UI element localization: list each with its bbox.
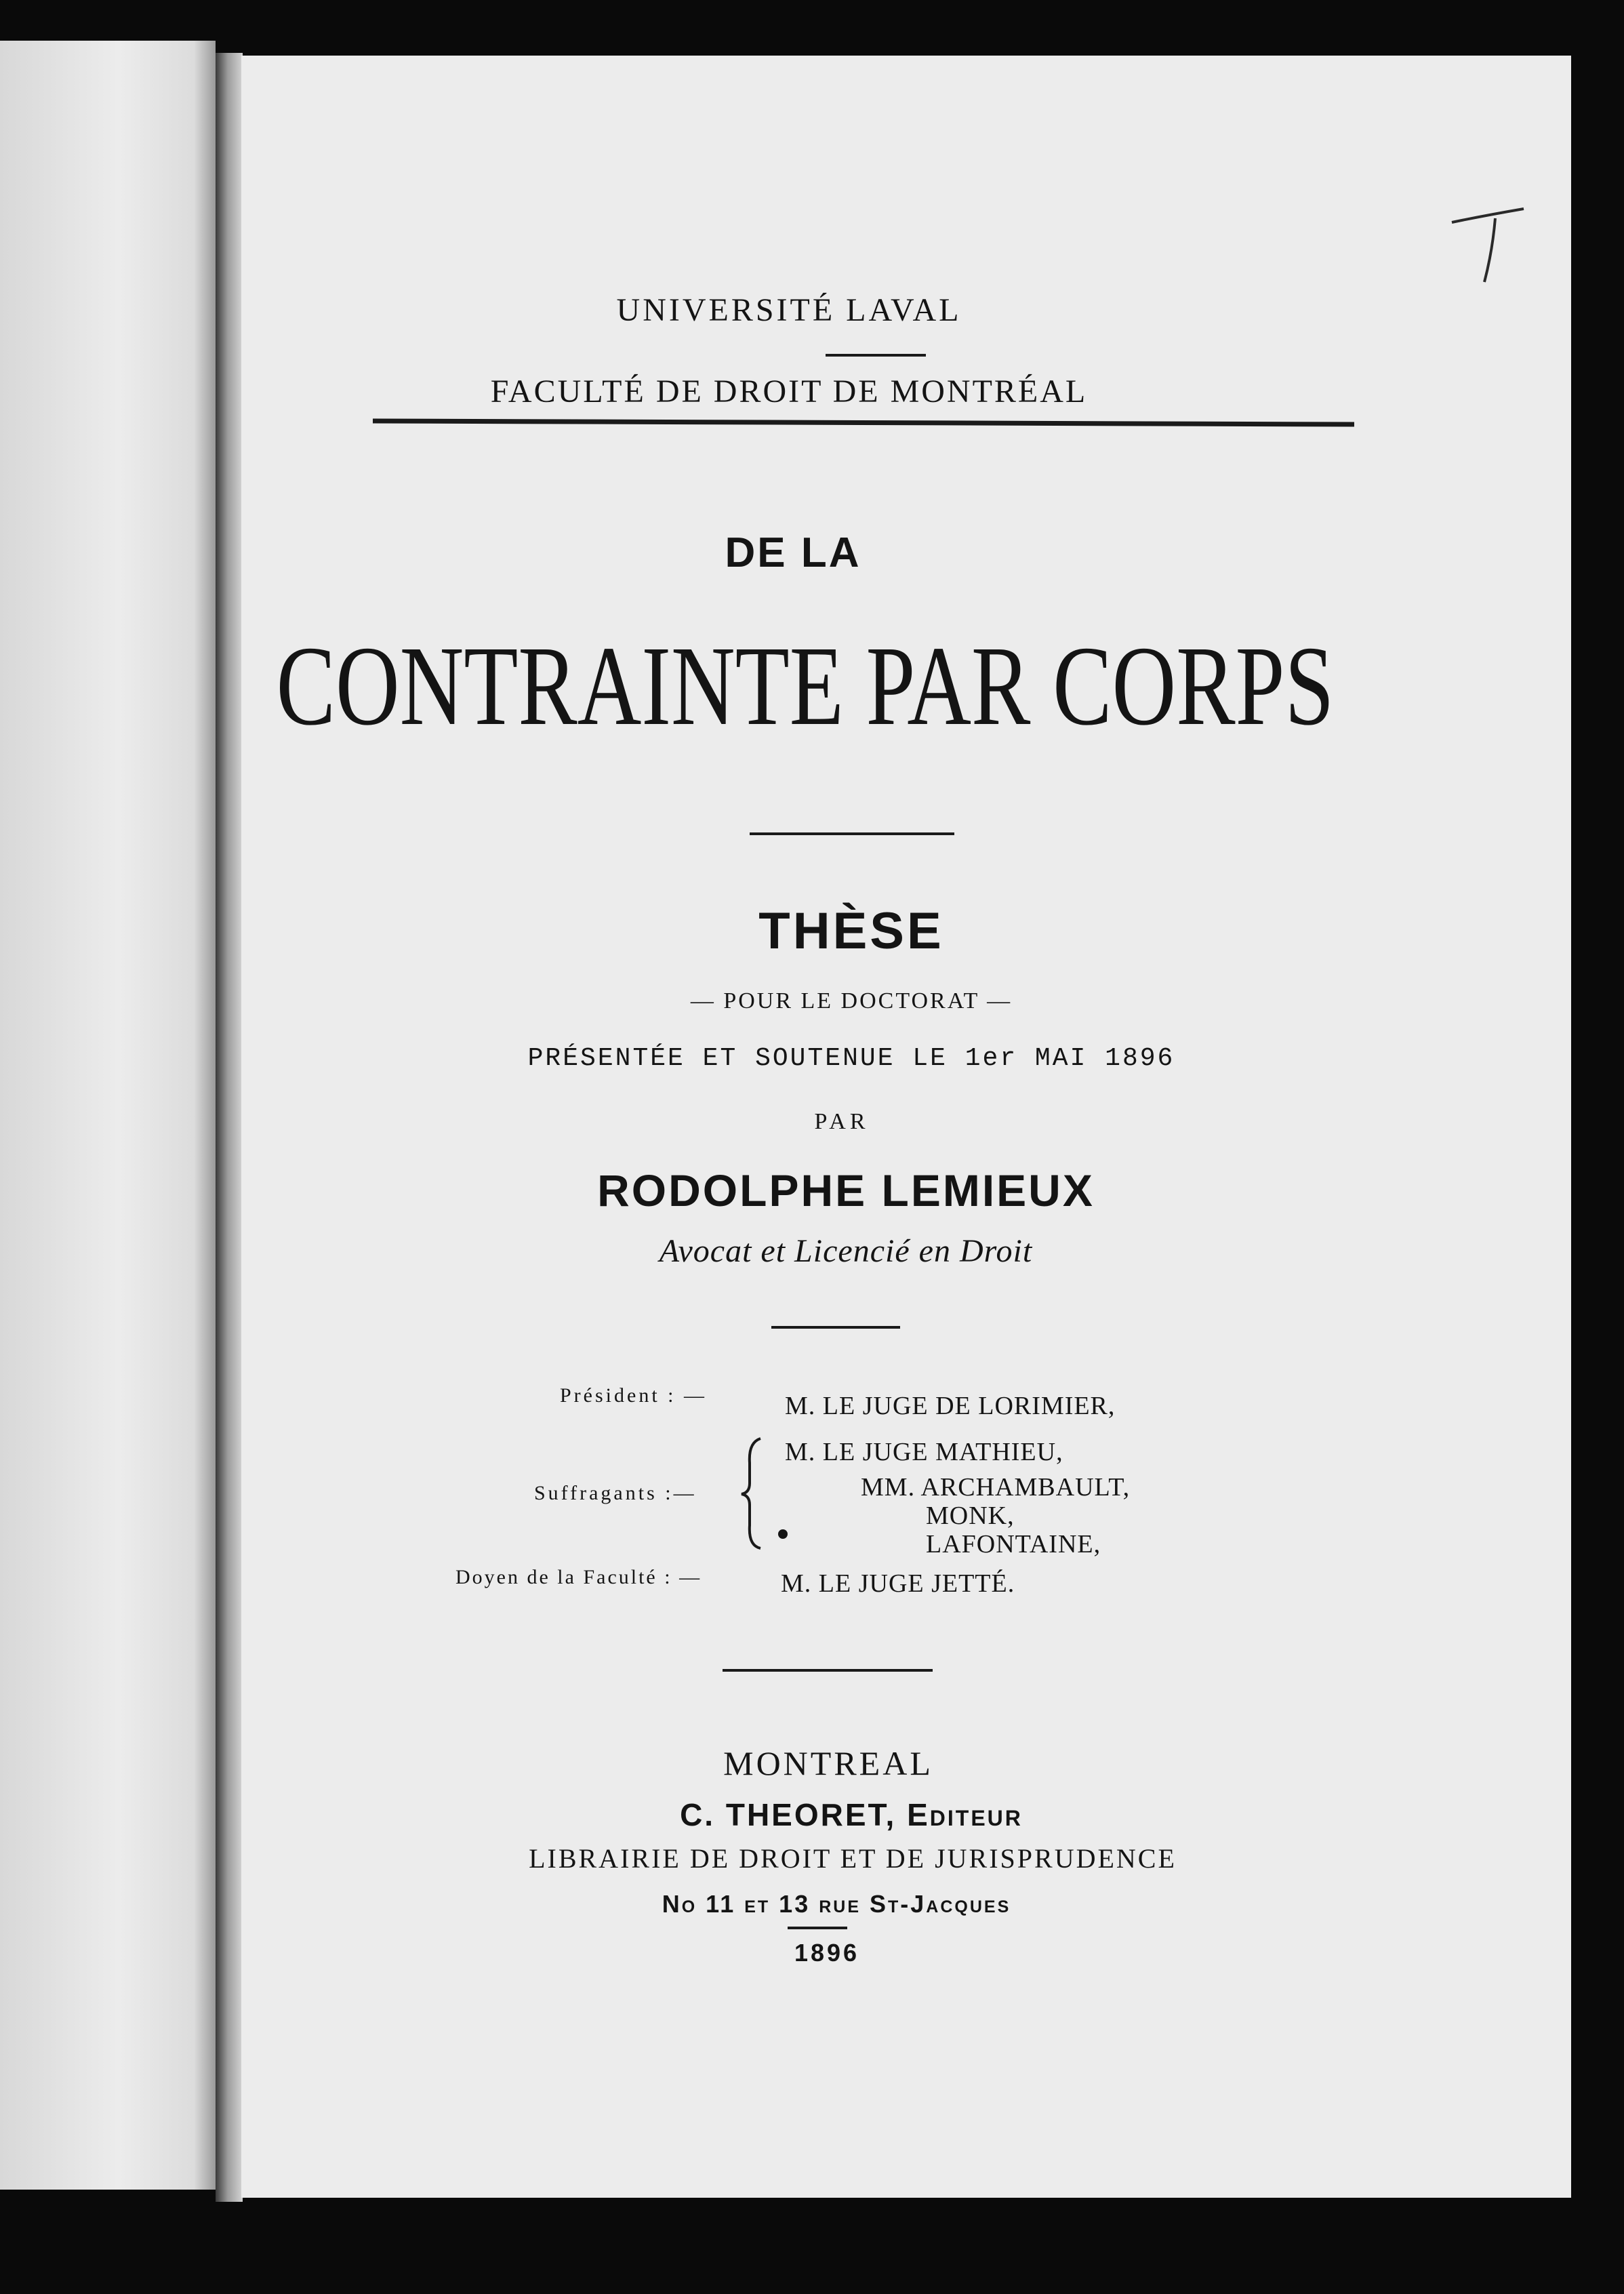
title-rule: [750, 832, 954, 835]
president-name: M. LE JUGE DE LORIMIER,: [785, 1392, 1116, 1420]
thesis-purpose: — POUR LE DOCTORAT —: [690, 988, 1013, 1013]
author-rule: [771, 1326, 900, 1329]
suffragants-label: Suffragants :—: [534, 1482, 697, 1504]
university-name: UNIVERSITÉ LAVAL: [616, 292, 962, 328]
presentation-date: PRÉSENTÉE ET SOUTENUE LE 1er MAI 1896: [527, 1044, 1175, 1073]
dean-name: M. LE JUGE JETTÉ.: [781, 1569, 1015, 1598]
suffragant-archambault: MM. ARCHAMBAULT,: [861, 1473, 1131, 1502]
author-name: RODOLPHE LEMIEUX: [597, 1165, 1095, 1215]
imprint-address: No 11 et 13 rue St-Jacques: [662, 1890, 1011, 1918]
pencil-mark-icon: [1450, 203, 1525, 285]
title-pre: DE LA: [725, 529, 861, 576]
jury-rule: [723, 1669, 933, 1672]
suffragant-mathieu: M. LE JUGE MATHIEU,: [785, 1438, 1063, 1466]
by-label: PAR: [814, 1109, 870, 1134]
imprint-city: MONTREAL: [723, 1744, 933, 1782]
header-short-rule: [826, 354, 926, 357]
faculty-name: FACULTÉ DE DROIT DE MONTRÉAL: [490, 374, 1088, 409]
ink-dot-icon: [778, 1529, 788, 1539]
brace-icon: [739, 1436, 766, 1551]
thesis-heading: THÈSE: [758, 902, 944, 960]
imprint-publisher: C. THEORET, Editeur: [680, 1797, 1023, 1832]
president-label: Président : —: [560, 1384, 707, 1407]
suffragant-lafontaine: LAFONTAINE,: [926, 1530, 1101, 1558]
imprint-year: 1896: [794, 1939, 860, 1967]
main-title: CONTRAINTE PAR CORPS: [276, 623, 1335, 749]
imprint-bookstore: LIBRAIRIE DE DROIT ET DE JURISPRUDENCE: [529, 1843, 1177, 1874]
author-credentials: Avocat et Licencié en Droit: [659, 1233, 1033, 1269]
suffragant-monk: MONK,: [926, 1502, 1015, 1530]
imprint-rule: [788, 1927, 847, 1929]
dean-label: Doyen de la Faculté : —: [455, 1566, 702, 1588]
